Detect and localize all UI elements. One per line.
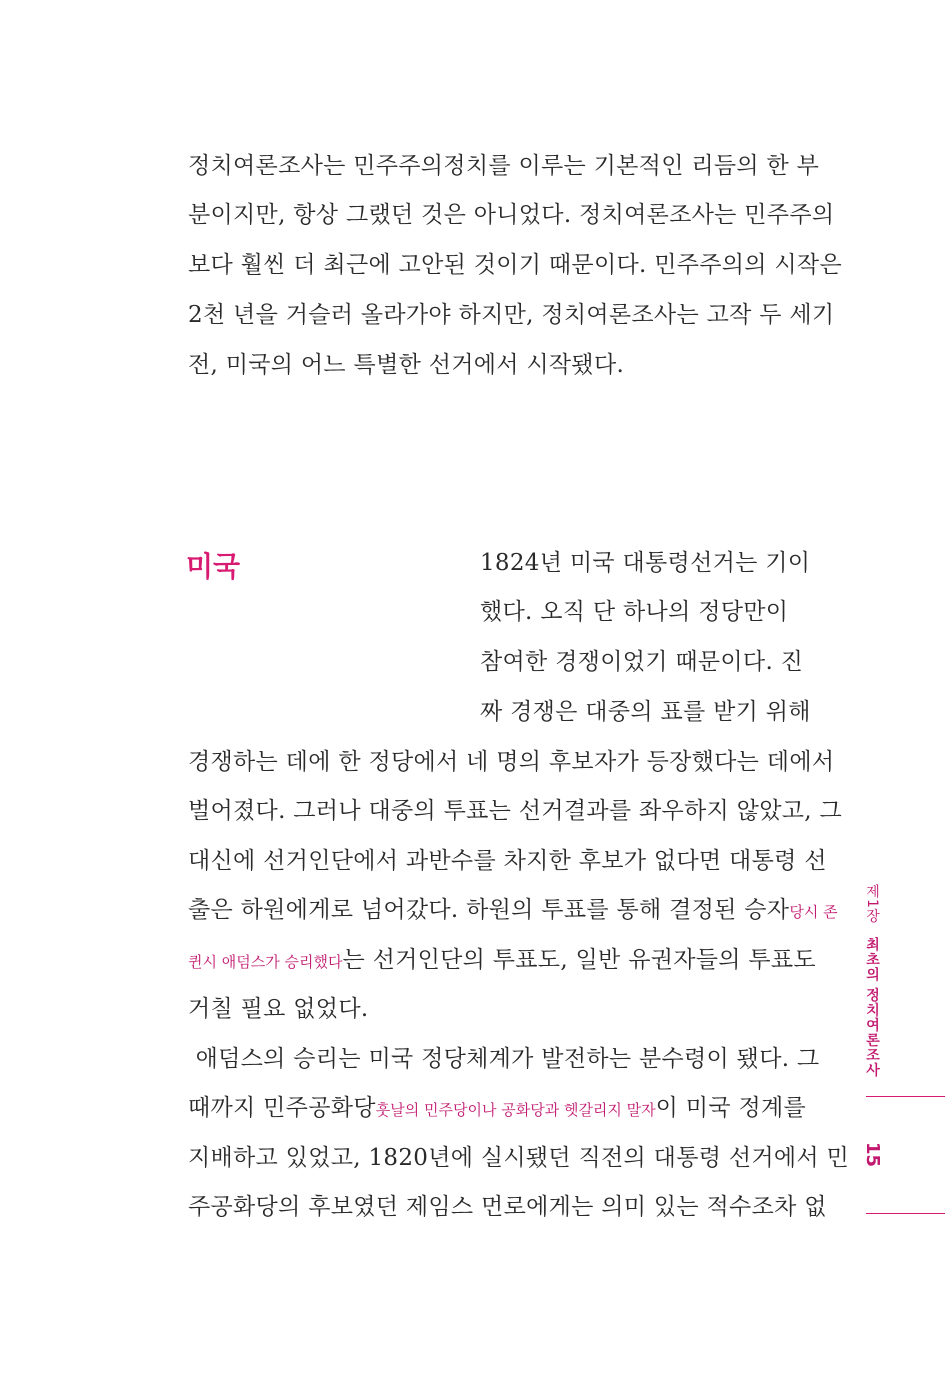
text-line: 주공화당의 후보였던 제임스 먼로에게는 의미 있는 적수조차 없 [188,1194,827,1220]
text-line: 대신에 선거인단에서 과반수를 차지한 후보가 없다면 대통령 선 [188,848,827,874]
text-line: 전, 미국의 어느 특별한 선거에서 시작됐다. [188,352,625,378]
text-line: 2천 년을 거슬러 올라가야 하지만, 정치여론조사는 고작 두 세기 [188,302,835,328]
text-line: 짜 경쟁은 대중의 표를 받기 위해 [480,699,811,725]
text-line [188,894,838,928]
line-text: 출은 하원에게로 넘어갔다. 하원의 투표를 통해 결정된 승자 [188,897,790,923]
divider [866,1096,945,1097]
text-line: 경쟁하는 데에 한 정당에서 네 명의 후보자가 등장했다는 데에서 [188,749,835,775]
inline-note: 당시 존 [789,903,838,921]
text-line: 벌어졌다. 그러나 대중의 투표는 선거결과를 좌우하지 않았고, 그 [188,798,842,824]
text-line: 애덤스의 승리는 미국 정당체계가 발전하는 분수령이 됐다. 그 [188,1046,820,1072]
line-text: 때까지 민주공화당 [188,1095,376,1121]
inline-note: 훗날의 민주당이나 공화당과 헷갈리지 말자 [375,1101,656,1119]
text-line [188,944,816,978]
section-heading: 미국 [186,550,241,583]
line-text: 이 미국 정계를 [655,1095,807,1121]
text-line: 참여한 경쟁이었기 때문이다. 진 [480,649,804,675]
line-text: 는 선거인단의 투표도, 일반 유권자들의 투표도 [342,947,816,973]
text-line: 보다 훨씬 더 최근에 고안된 것이기 때문이다. 민주주의의 시작은 [188,252,842,278]
chapter-title: 최초의 정치여론조사 [864,937,880,1079]
text-line: 지배하고 있었고, 1820년에 실시됐던 직전의 대통령 선거에서 민 [188,1145,850,1171]
page-number: 15 [862,1142,883,1168]
text-line [188,1092,807,1126]
text-line: 정치여론조사는 민주주의정치를 이루는 기본적인 리듬의 한 부 [188,153,820,179]
inline-note: 퀸시 애덤스가 승리했다 [188,953,343,971]
chapter-label: 제1장 [864,884,880,924]
running-header [862,884,882,1078]
text-line: 1824년 미국 대통령선거는 기이 [480,550,811,576]
divider [866,1213,945,1214]
text-line: 거칠 필요 없었다. [188,996,369,1022]
text-line: 분이지만, 항상 그랬던 것은 아니었다. 정치여론조사는 민주주의 [188,202,835,228]
text-line: 했다. 오직 단 하나의 정당만이 [480,599,789,625]
